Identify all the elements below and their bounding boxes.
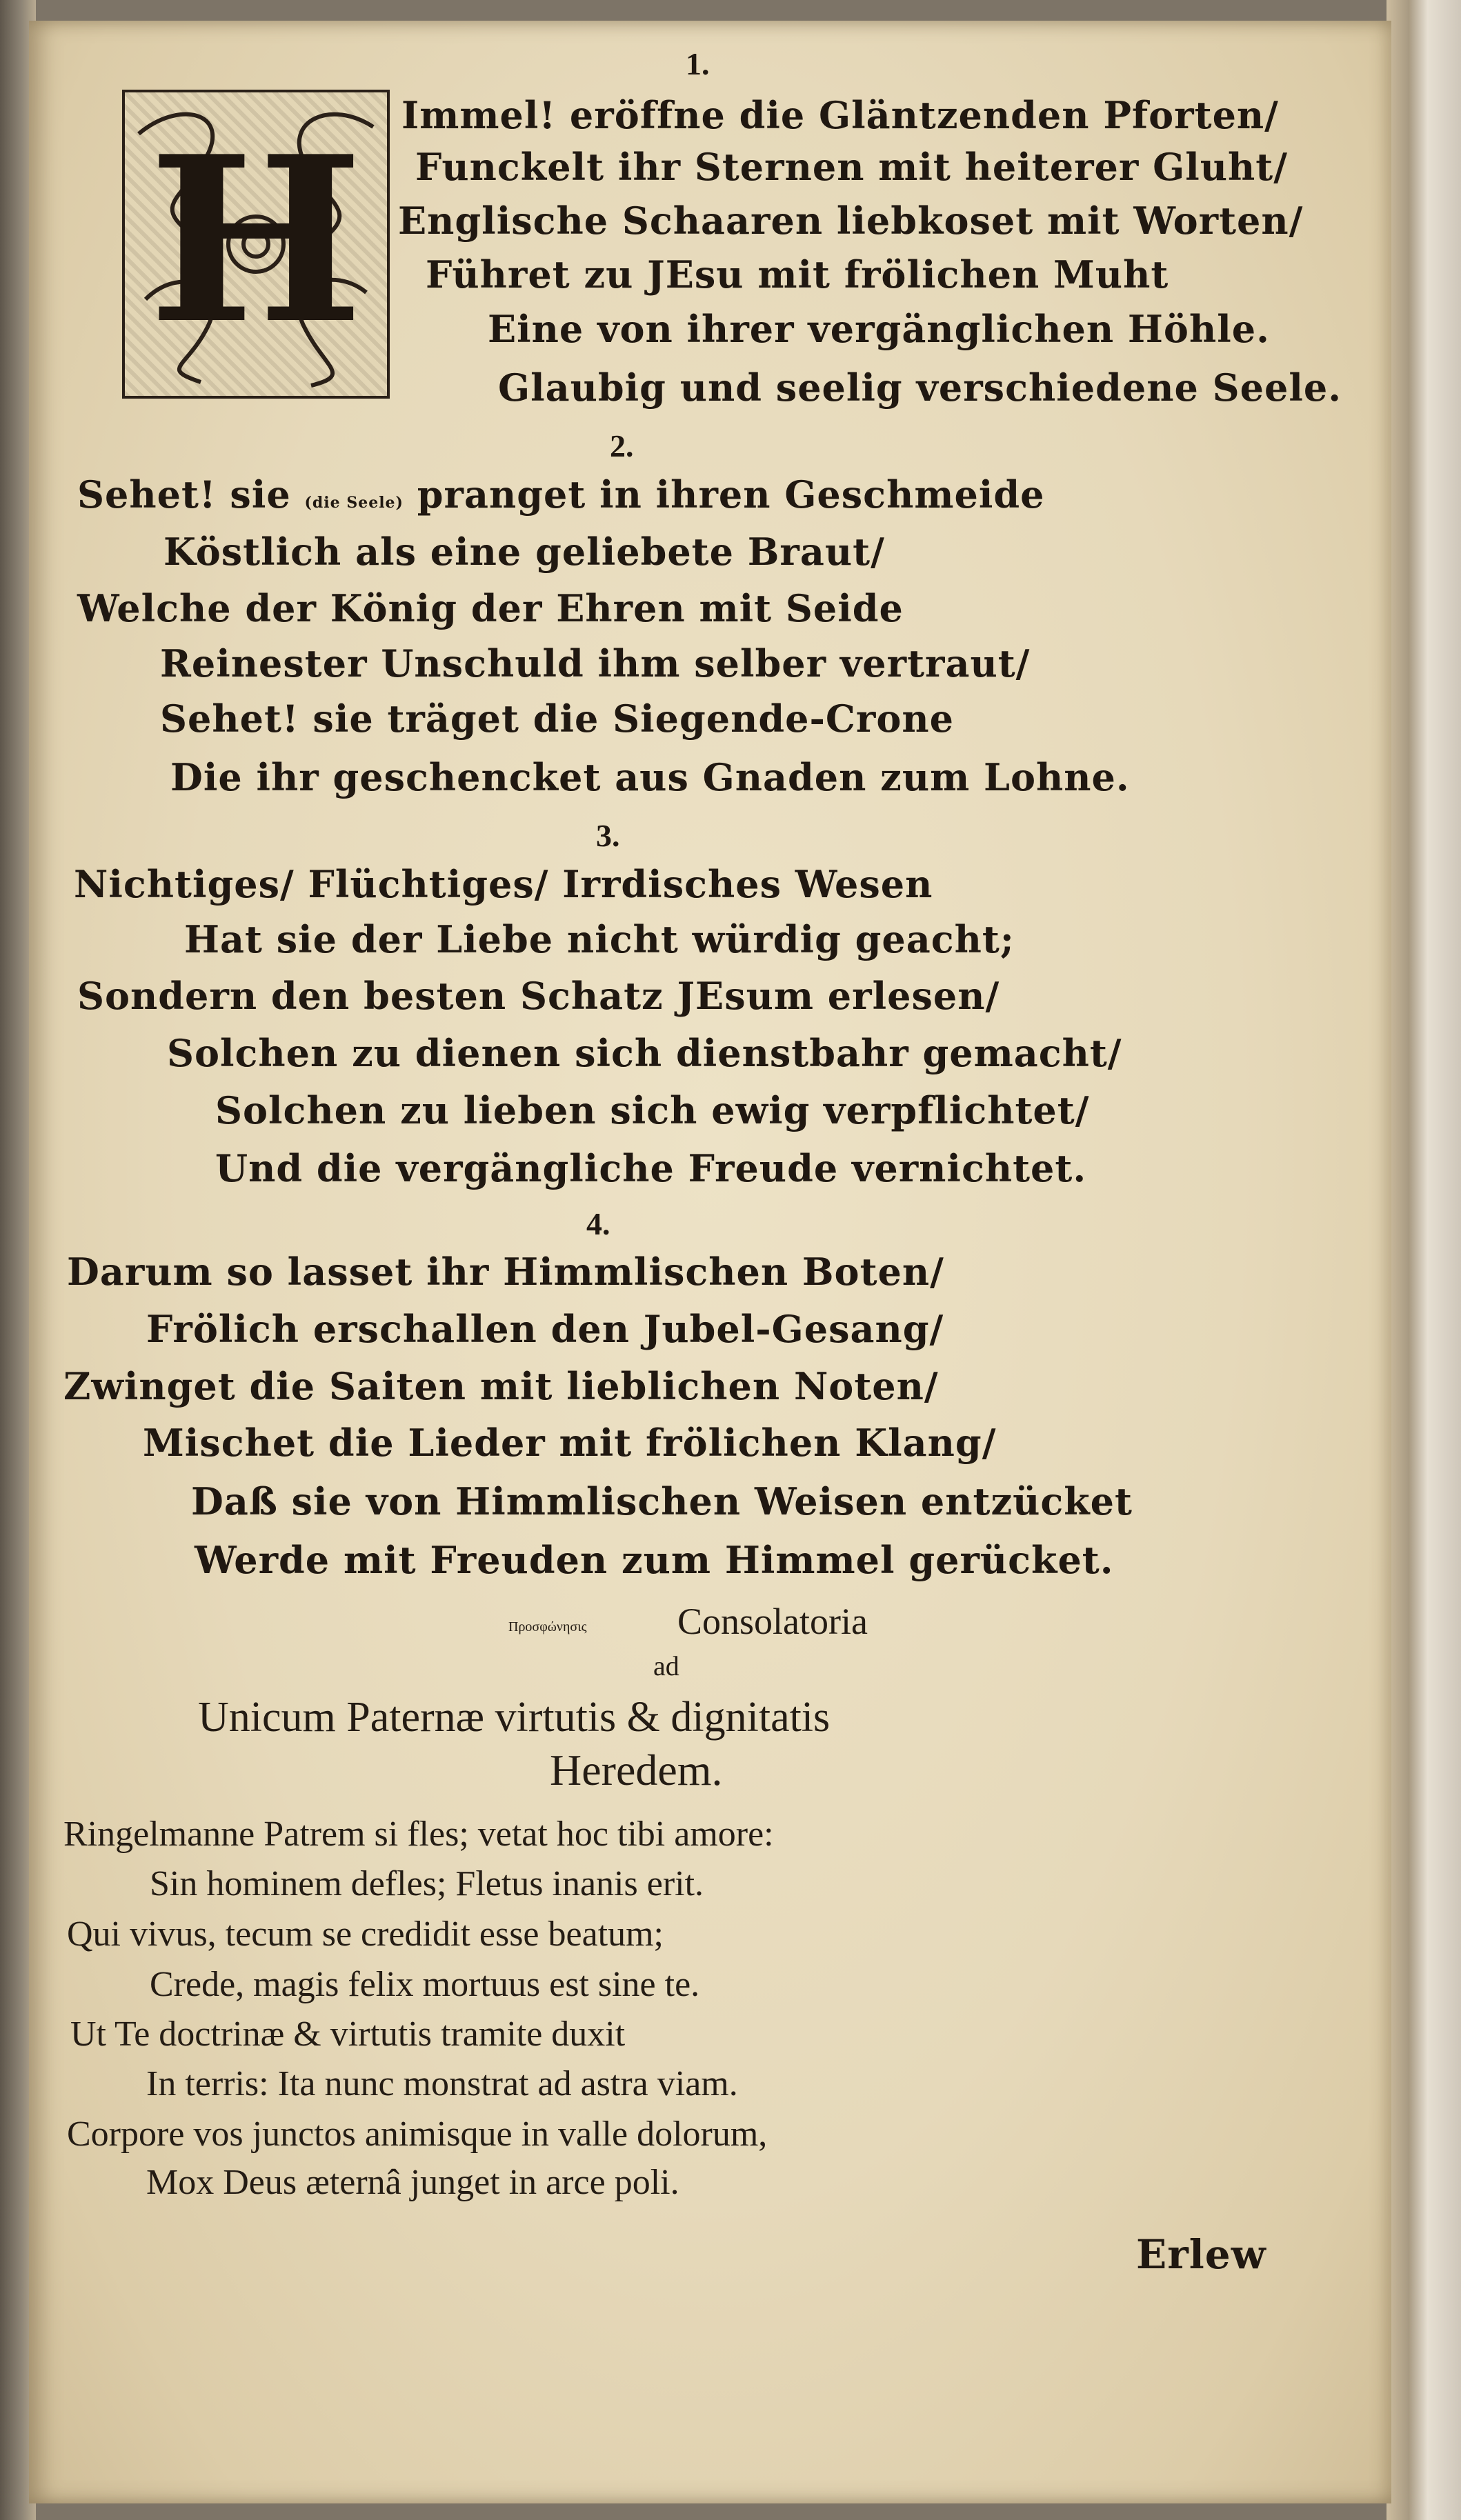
stanza2-line4: Reinester Unschuld ihm selber vertraut/: [160, 641, 1031, 686]
latin-line5: Ut Te doctrinæ & virtutis tramite duxit: [70, 2014, 626, 2054]
stanza2-line2: Köstlich als eine geliebete Braut/: [163, 530, 885, 574]
stanza1-line1: Immel! eröffne die Gläntzenden Pforten/: [401, 93, 1279, 137]
stanza2-line1-start: Sehet! sie: [77, 472, 291, 517]
stanza3-line6: Und die vergängliche Freude vernichtet.: [215, 1146, 1087, 1190]
stanza4-line1: Darum so lasset ihr Himmlischen Boten/: [67, 1250, 944, 1294]
stanza4-number: 4.: [586, 1206, 610, 1241]
stanza1-line6: Glaubig und seelig verschiedene Seele.: [498, 366, 1342, 410]
stanza1-line4: Führet zu JEsu mit frölichen Muht: [426, 252, 1169, 297]
stanza3-line3: Sondern den besten Schatz JEsum erlesen/: [77, 974, 1000, 1018]
desk-right-edge: [1387, 0, 1461, 2520]
page-number: 1.: [686, 46, 710, 81]
decorated-initial-letter: [122, 90, 390, 399]
stanza2-line5: Sehet! sie träget die Siegende-Crone: [160, 697, 954, 741]
stanza1-line2: Funckelt ihr Sternen mit heiterer Gluht/: [415, 145, 1288, 189]
latin-title-unicum: Unicum Paternæ virtutis & dignitatis: [198, 1694, 831, 1741]
latin-line2: Sin hominem defles; Fletus inanis erit.: [150, 1864, 704, 1903]
latin-title-ad: ad: [653, 1650, 679, 1681]
stanza2-line1-note: (die Seele): [304, 494, 404, 512]
latin-line7: Corpore vos junctos animisque in valle dolorum,: [67, 2114, 768, 2154]
latin-line1: Ringelmanne Patrem si fles; vetat hoc tibi amore:: [63, 1814, 774, 1854]
stanza4-line2: Frölich erschallen den Jubel-Gesang/: [146, 1307, 944, 1351]
stanza2-line1: [77, 472, 1044, 517]
catchword: Erlew: [1136, 2231, 1266, 2278]
stanza3-line4: Solchen zu dienen sich dienstbahr gemacht/: [167, 1031, 1122, 1075]
stanza2-number: 2.: [610, 428, 634, 463]
stanza1-line5: Eine von ihrer vergänglichen Höhle.: [488, 307, 1270, 351]
book-page: [29, 21, 1391, 2503]
stanza3-line5: Solchen zu lieben sich ewig verpflichtet/: [215, 1088, 1090, 1132]
latin-line3: Qui vivus, tecum se credidit esse beatum;: [67, 1914, 664, 1954]
stanza4-line4: Mischet die Lieder mit frölichen Klang/: [143, 1421, 997, 1465]
greek-word: Προσφώνησις: [508, 1619, 587, 1634]
initial-letter-glyph: H: [148, 106, 364, 374]
latin-line4: Crede, magis felix mortuus est sine te.: [150, 1965, 700, 2004]
stanza4-line3: Zwinget die Saiten mit lieblichen Noten/: [63, 1364, 939, 1408]
stanza3-number: 3.: [596, 818, 620, 853]
latin-title-consolatoria: Consolatoria: [677, 1601, 868, 1642]
stanza1-line3: Englische Schaaren liebkoset mit Worten/: [398, 199, 1304, 243]
stanza2-line6: Die ihr geschencket aus Gnaden zum Lohne.: [170, 755, 1130, 799]
stanza4-line6: Werde mit Freuden zum Himmel gerücket.: [195, 1538, 1114, 1582]
stanza4-line5: Daß sie von Himmlischen Weisen entzücket: [191, 1479, 1133, 1523]
stanza2-line3: Welche der König der Ehren mit Seide: [77, 586, 904, 630]
stanza3-line2: Hat sie der Liebe nicht würdig geacht;: [184, 917, 1015, 961]
stanza3-line1: Nichtiges/ Flüchtiges/ Irrdisches Wesen: [74, 862, 933, 906]
latin-line8: Mox Deus æternâ junget in arce poli.: [146, 2163, 679, 2202]
latin-title-heredem: Heredem.: [550, 1746, 723, 1794]
stanza2-line1-end: pranget in ihren Geschmeide: [417, 472, 1045, 517]
latin-line6: In terris: Ita nunc monstrat ad astra viam.: [146, 2064, 738, 2103]
